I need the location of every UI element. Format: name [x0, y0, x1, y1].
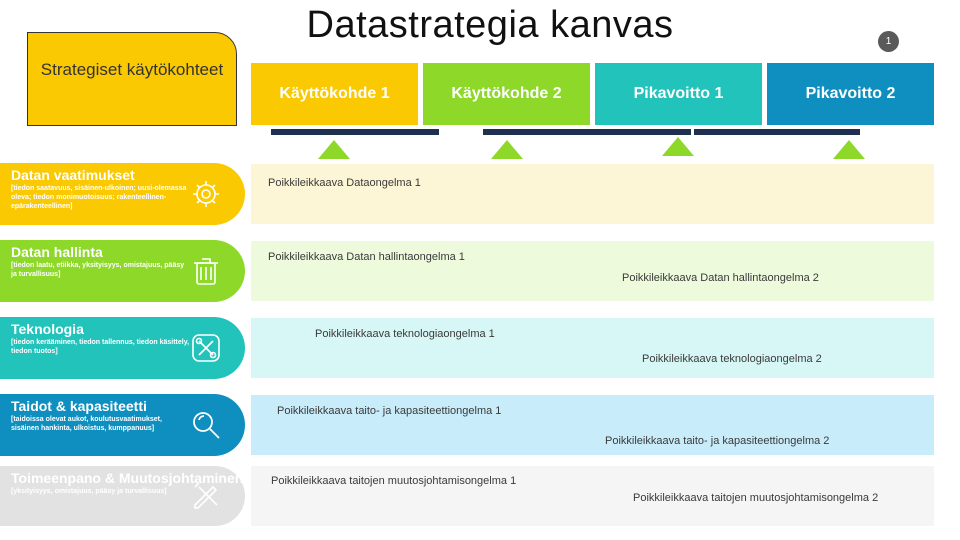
column-header-kayttokohde-1: Käyttökohde 1 [251, 63, 418, 125]
row-title: Datan hallinta [11, 244, 103, 260]
pencil-ruler-icon [189, 479, 223, 513]
cell-item: Poikkileikkaava taito- ja kapasiteettiongelma 2 [605, 435, 830, 447]
cell-item: Poikkileikkaava taitojen muutosjohtamisongelma 1 [271, 475, 517, 487]
cell-item: Poikkileikkaava taito- ja kapasiteettiongelma 1 [277, 405, 502, 417]
row-title: Teknologia [11, 321, 84, 337]
row-subtitle: [taidoissa olevat aukot, koulutusvaatimukset, sisäinen hankinta, ulkoistus, kumppanuus] [11, 416, 162, 432]
row-label-datan-hallinta [0, 240, 245, 302]
row-label-teknologia [0, 317, 245, 379]
pivot-triangle [833, 140, 865, 159]
trash-can-icon [189, 254, 223, 288]
row-subtitle: [tiedon laatu, etiikka, yksityisyys, omistajuus, pääsy ja turvallisuus] [11, 262, 185, 278]
cell-item: Poikkileikkaava teknologiaongelma 2 [642, 353, 822, 365]
row-area-datan-vaatimukset [251, 164, 934, 224]
row-area-teknologia [251, 318, 934, 378]
row-subtitle: [tiedon kerääminen, tiedon tallennus, tiedon käsittely, tiedon tuotos] [11, 339, 190, 355]
magnifier-icon [189, 408, 223, 442]
row-title: Datan vaatimukset [11, 167, 135, 183]
balance-bar [271, 129, 439, 135]
cell-item: Poikkileikkaava taitojen muutosjohtamisongelma 2 [633, 492, 879, 504]
pivot-triangle [318, 140, 350, 159]
row-subtitle: [tiedon saatavuus, sisäinen-ulkoinen; uusi-olemassa oleva; tiedon monimuotoisuus; rakenteellinen-epärakenteellinen] [11, 185, 187, 210]
page-title: Datastrategia kanvas [306, 4, 674, 46]
row-label-datan-vaatimukset [0, 163, 245, 225]
row-label-taidot-kapasiteetti [0, 394, 245, 456]
column-header-kayttokohde-2: Käyttökohde 2 [423, 63, 590, 125]
cell-item: Poikkileikkaava Datan hallintaongelma 2 [622, 272, 819, 284]
cell-item: Poikkileikkaava teknologiaongelma 1 [315, 328, 495, 340]
gear-brain-icon [189, 177, 223, 211]
column-header-pikavoitto-1: Pikavoitto 1 [595, 63, 762, 125]
pivot-triangle [662, 137, 694, 156]
column-header-pikavoitto-2: Pikavoitto 2 [767, 63, 934, 125]
row-area-toimeenpano [251, 466, 934, 526]
balance-bar [694, 129, 860, 135]
page-number-badge: 1 [878, 31, 899, 52]
strategic-use-cases-box: Strategiset käytökohteet [27, 32, 237, 126]
row-subtitle: [yksityisyys, omistajuus, pääsy ja turvallisuus] [11, 488, 167, 495]
cell-item: Poikkileikkaava Datan hallintaongelma 1 [268, 251, 465, 263]
row-area-taidot-kapasiteetti [251, 395, 934, 455]
pivot-triangle [491, 140, 523, 159]
balance-bar [483, 129, 691, 135]
row-title: Taidot & kapasiteetti [11, 398, 147, 414]
row-area-datan-hallinta [251, 241, 934, 301]
cell-item: Poikkileikkaava Dataongelma 1 [268, 177, 421, 189]
row-title: Toimeenpano & Muutosjohtaminen [11, 470, 244, 486]
row-label-toimeenpano [0, 466, 245, 526]
tools-icon [189, 331, 223, 365]
